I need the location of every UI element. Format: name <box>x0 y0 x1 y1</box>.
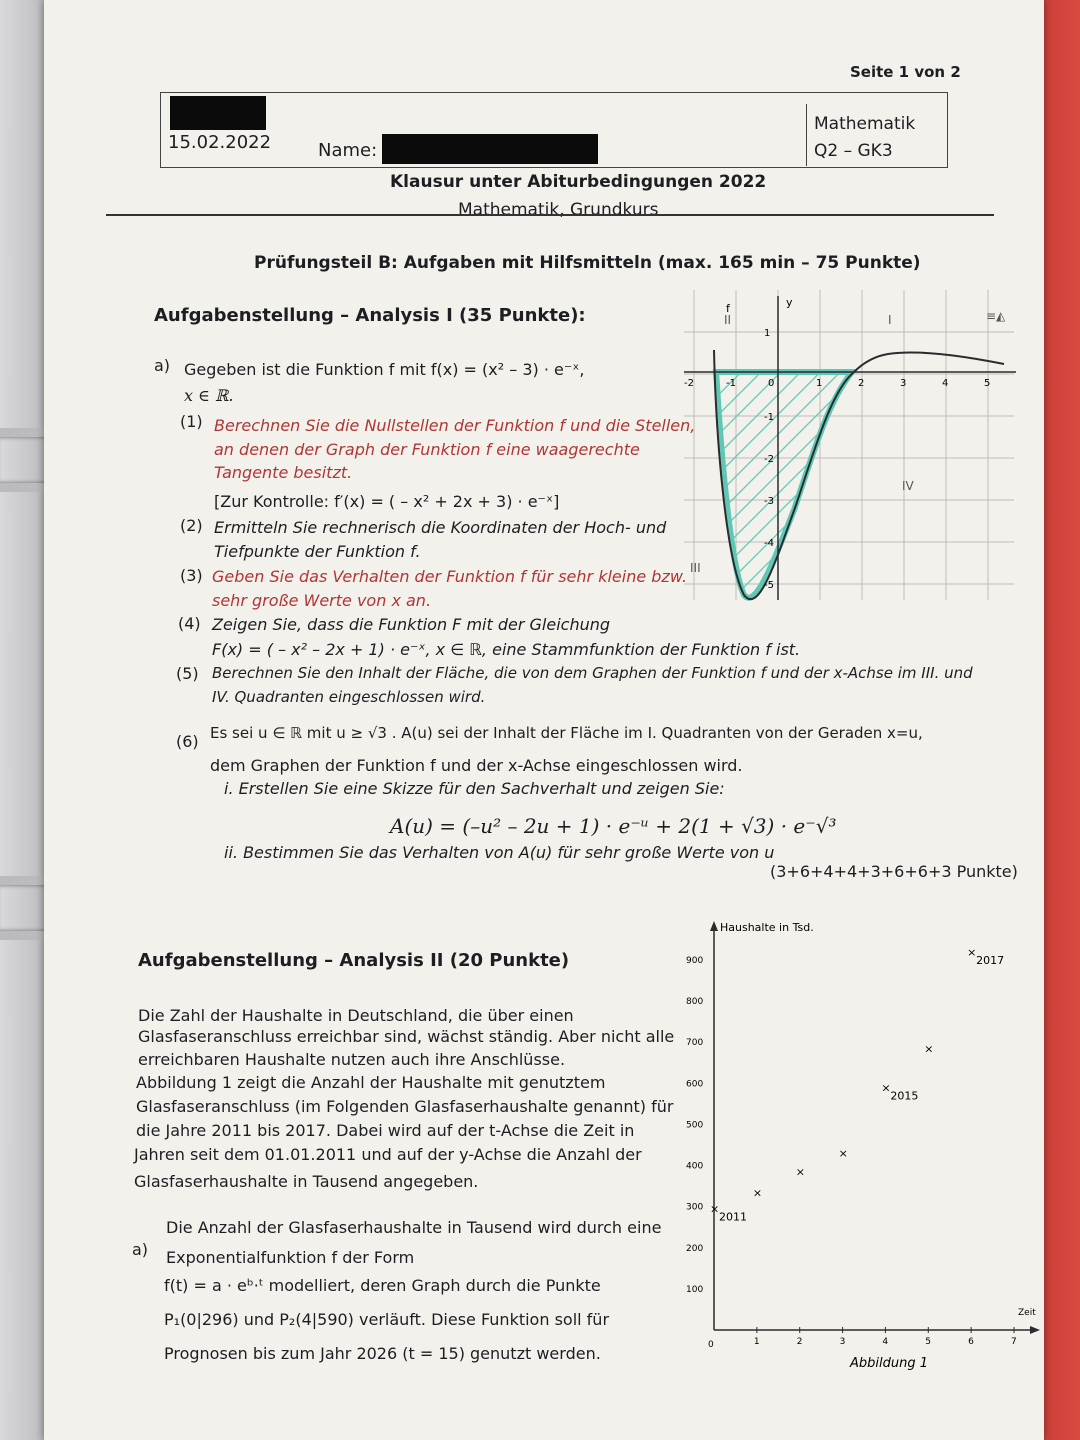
intro-line-1: Die Zahl der Haushalte in Deutschland, die über einen <box>138 1006 574 1025</box>
control-hint: [Zur Kontrolle: f′(x) = ( – x² + 2x + 3) · e⁻ˣ] <box>214 492 560 511</box>
task6-line1: Es sei u ∈ ℝ mit u ≥ √3 . A(u) sei der Inhalt der Fläche im I. Quadranten von der Geraden x=u, <box>210 724 923 742</box>
y-tick-label: 100 <box>686 1284 704 1295</box>
exam-sheet <box>44 0 1044 1440</box>
y-tick-4: -4 <box>764 538 774 549</box>
y-tick-3: -3 <box>764 496 774 507</box>
intro-line-5: Glasfaseranschluss (im Folgenden Glasfaserhaushalte genannt) für <box>136 1097 674 1116</box>
task-a-intro: Gegeben ist die Funktion f mit f(x) = (x² – 3) · e⁻ˣ, <box>184 360 585 379</box>
points-summary: (3+6+4+4+3+6+6+3 Punkte) <box>770 862 1018 881</box>
task-b-line5: Prognosen bis zum Jahr 2026 (t = 15) genutzt werden. <box>164 1344 601 1363</box>
x-tick-label: 2 <box>796 1337 803 1347</box>
y-tick-label: 200 <box>686 1243 704 1254</box>
exam-date: 15.02.2022 <box>168 132 272 153</box>
page-number: Seite 1 von 2 <box>850 63 961 81</box>
data-point: × <box>752 1186 763 1200</box>
analysis1-title: Aufgabenstellung – Analysis I (35 Punkte): <box>154 305 586 326</box>
y-tick-label: 600 <box>686 1079 704 1090</box>
y-tick-5: -5 <box>764 580 774 591</box>
task5-line2: IV. Quadranten eingeschlossen wird. <box>212 688 486 706</box>
task3-line2: sehr große Werte von x an. <box>212 591 432 610</box>
x-tick-5: 3 <box>900 378 907 389</box>
function-graph <box>664 290 1024 615</box>
x-tick-label: 7 <box>1011 1337 1017 1347</box>
x-tick-label: 6 <box>968 1337 974 1347</box>
task1-line1: Berechnen Sie die Nullstellen der Funktion f und die Stellen, <box>214 416 696 435</box>
task1-line3: Tangente besitzt. <box>214 463 353 482</box>
task6-i: i. Erstellen Sie eine Skizze für den Sachverhalt und zeigen Sie: <box>224 779 725 798</box>
data-point: × <box>795 1165 805 1179</box>
task1-line2: an denen der Graph der Funktion f eine waagerechte <box>214 440 640 459</box>
task6-number: (6) <box>176 732 199 751</box>
task6-ii: ii. Bestimmen Sie das Verhalten von A(u) für sehr große Werte von u <box>224 843 775 862</box>
part-title: Prüfungsteil B: Aufgaben mit Hilfsmitteln (max. 165 min – 75 Punkte) <box>254 253 921 273</box>
intro-line-3: erreichbaren Haushalte nutzen auch ihre Anschlüsse. <box>138 1050 566 1069</box>
x-tick-label: 5 <box>925 1337 932 1347</box>
chart-x-arrow <box>1030 1326 1040 1334</box>
intro-line-8: Glasfaserhaushalte in Tausend angegeben. <box>134 1172 479 1191</box>
quadrant-iii-label: III <box>690 561 701 575</box>
intro-line-4: Abbildung 1 zeigt die Anzahl der Haushalte mit genutztem <box>136 1073 606 1092</box>
exam-title: Klausur unter Abiturbedingungen 2022 <box>390 172 767 192</box>
task4-number: (4) <box>178 614 201 633</box>
exam-subtitle: Mathematik, Grundkurs <box>458 200 659 220</box>
subject: Mathematik <box>814 114 916 134</box>
x-tick-2: 0 <box>768 378 775 389</box>
x-tick-3: 1 <box>816 378 823 389</box>
quadrant-ii-label: II <box>724 313 732 327</box>
x-tick-1: -1 <box>726 378 736 389</box>
analysis2-title: Aufgabenstellung – Analysis II (20 Punkte) <box>138 950 570 971</box>
data-point-label: 2011 <box>719 1210 747 1224</box>
y-tick-label: 900 <box>686 956 704 966</box>
y-tick-label: 400 <box>686 1161 704 1172</box>
x-tick-4: 2 <box>858 378 865 389</box>
x-tick-7: 5 <box>984 378 991 389</box>
header-rule <box>106 214 994 216</box>
x-tick-label: 4 <box>882 1337 889 1347</box>
graph-f-label: f <box>726 302 730 315</box>
data-point-label: 2015 <box>890 1089 919 1103</box>
task2-line2: Tiefpunkte der Funktion f. <box>214 542 421 561</box>
chart-caption: Abbildung 1 <box>850 1356 929 1370</box>
chart-origin: 0 <box>708 1340 714 1350</box>
redacted-field <box>170 96 266 130</box>
households-chart <box>674 915 1044 1370</box>
data-point: × <box>967 945 977 959</box>
y-tick-label: 800 <box>686 997 704 1008</box>
course: Q2 – GK3 <box>814 141 893 161</box>
chart-ylabel: Haushalte in Tsd. <box>720 921 814 934</box>
quadrant-iv-label: IV <box>902 479 914 493</box>
task6-formula: A(u) = (–u² – 2u + 1) · e⁻ᵘ + 2(1 + √3) · e⁻√³ <box>390 814 837 838</box>
task-b-line2: Exponentialfunktion f der Form <box>166 1248 415 1267</box>
task1-number: (1) <box>180 412 203 431</box>
y-tick-0: 1 <box>764 328 771 339</box>
x-tick-label: 1 <box>753 1337 760 1347</box>
task3-line1: Geben Sie das Verhalten der Funktion f für sehr kleine bzw. <box>212 567 687 586</box>
redacted-name <box>382 134 598 164</box>
data-point: × <box>881 1081 891 1095</box>
name-label: Name: <box>318 140 378 161</box>
task6-line2: dem Graphen der Funktion f und der x-Achse eingeschlossen wird. <box>210 756 743 775</box>
y-tick-label: 500 <box>686 1120 704 1131</box>
chart-y-arrow <box>710 921 718 931</box>
y-tick-label: 300 <box>686 1202 704 1213</box>
data-point: × <box>924 1042 934 1056</box>
data-point-label: 2017 <box>976 953 1005 967</box>
x-tick-6: 4 <box>942 378 949 389</box>
task5-number: (5) <box>176 664 199 683</box>
intro-line-6: die Jahre 2011 bis 2017. Dabei wird auf der t-Achse die Zeit in <box>136 1121 635 1140</box>
y-tick-label: 700 <box>686 1038 704 1049</box>
task4-line1: Zeigen Sie, dass die Funktion F mit der Gleichung <box>212 615 611 634</box>
margin-note-icon: ≡◭ <box>986 309 1006 323</box>
data-point: × <box>838 1147 848 1161</box>
data-point: × <box>710 1202 720 1216</box>
task-b-label: a) <box>132 1240 149 1259</box>
task-b-line3: f(t) = a · eᵇ·ᵗ modelliert, deren Graph durch die Punkte <box>164 1276 601 1295</box>
task2-line1: Ermitteln Sie rechnerisch die Koordinaten der Hoch- und <box>214 518 667 537</box>
x-tick-label: 3 <box>839 1337 846 1347</box>
task5-line1: Berechnen Sie den Inhalt der Fläche, die von dem Graphen der Funktion f und der x-Achse im III. und <box>212 664 973 682</box>
y-tick-2: -2 <box>764 454 774 465</box>
intro-line-7: Jahren seit dem 01.01.2011 und auf der y-Achse die Anzahl der <box>134 1145 642 1164</box>
task-a-label: a) <box>154 356 171 375</box>
quadrant-i-label: I <box>888 313 892 327</box>
task-a-domain: x ∈ ℝ. <box>184 386 234 405</box>
intro-line-2: Glasfaseranschluss erreichbar sind, wächst ständig. Aber nicht alle <box>138 1027 675 1046</box>
graph-y-label: y <box>786 296 793 309</box>
task2-number: (2) <box>180 516 203 535</box>
task3-number: (3) <box>180 566 203 585</box>
task-b-line1: Die Anzahl der Glasfaserhaushalte in Tausend wird durch eine <box>166 1218 662 1237</box>
x-tick-0: -2 <box>684 378 694 389</box>
y-tick-1: -1 <box>764 412 774 423</box>
chart-xlabel: Zeit <box>1018 1308 1036 1318</box>
task-b-line4: P₁(0|296) und P₂(4|590) verläuft. Diese Funktion soll für <box>164 1310 610 1329</box>
task4-line2: F(x) = ( – x² – 2x + 1) · e⁻ˣ, x ∈ ℝ, eine Stammfunktion der Funktion f ist. <box>212 640 801 659</box>
